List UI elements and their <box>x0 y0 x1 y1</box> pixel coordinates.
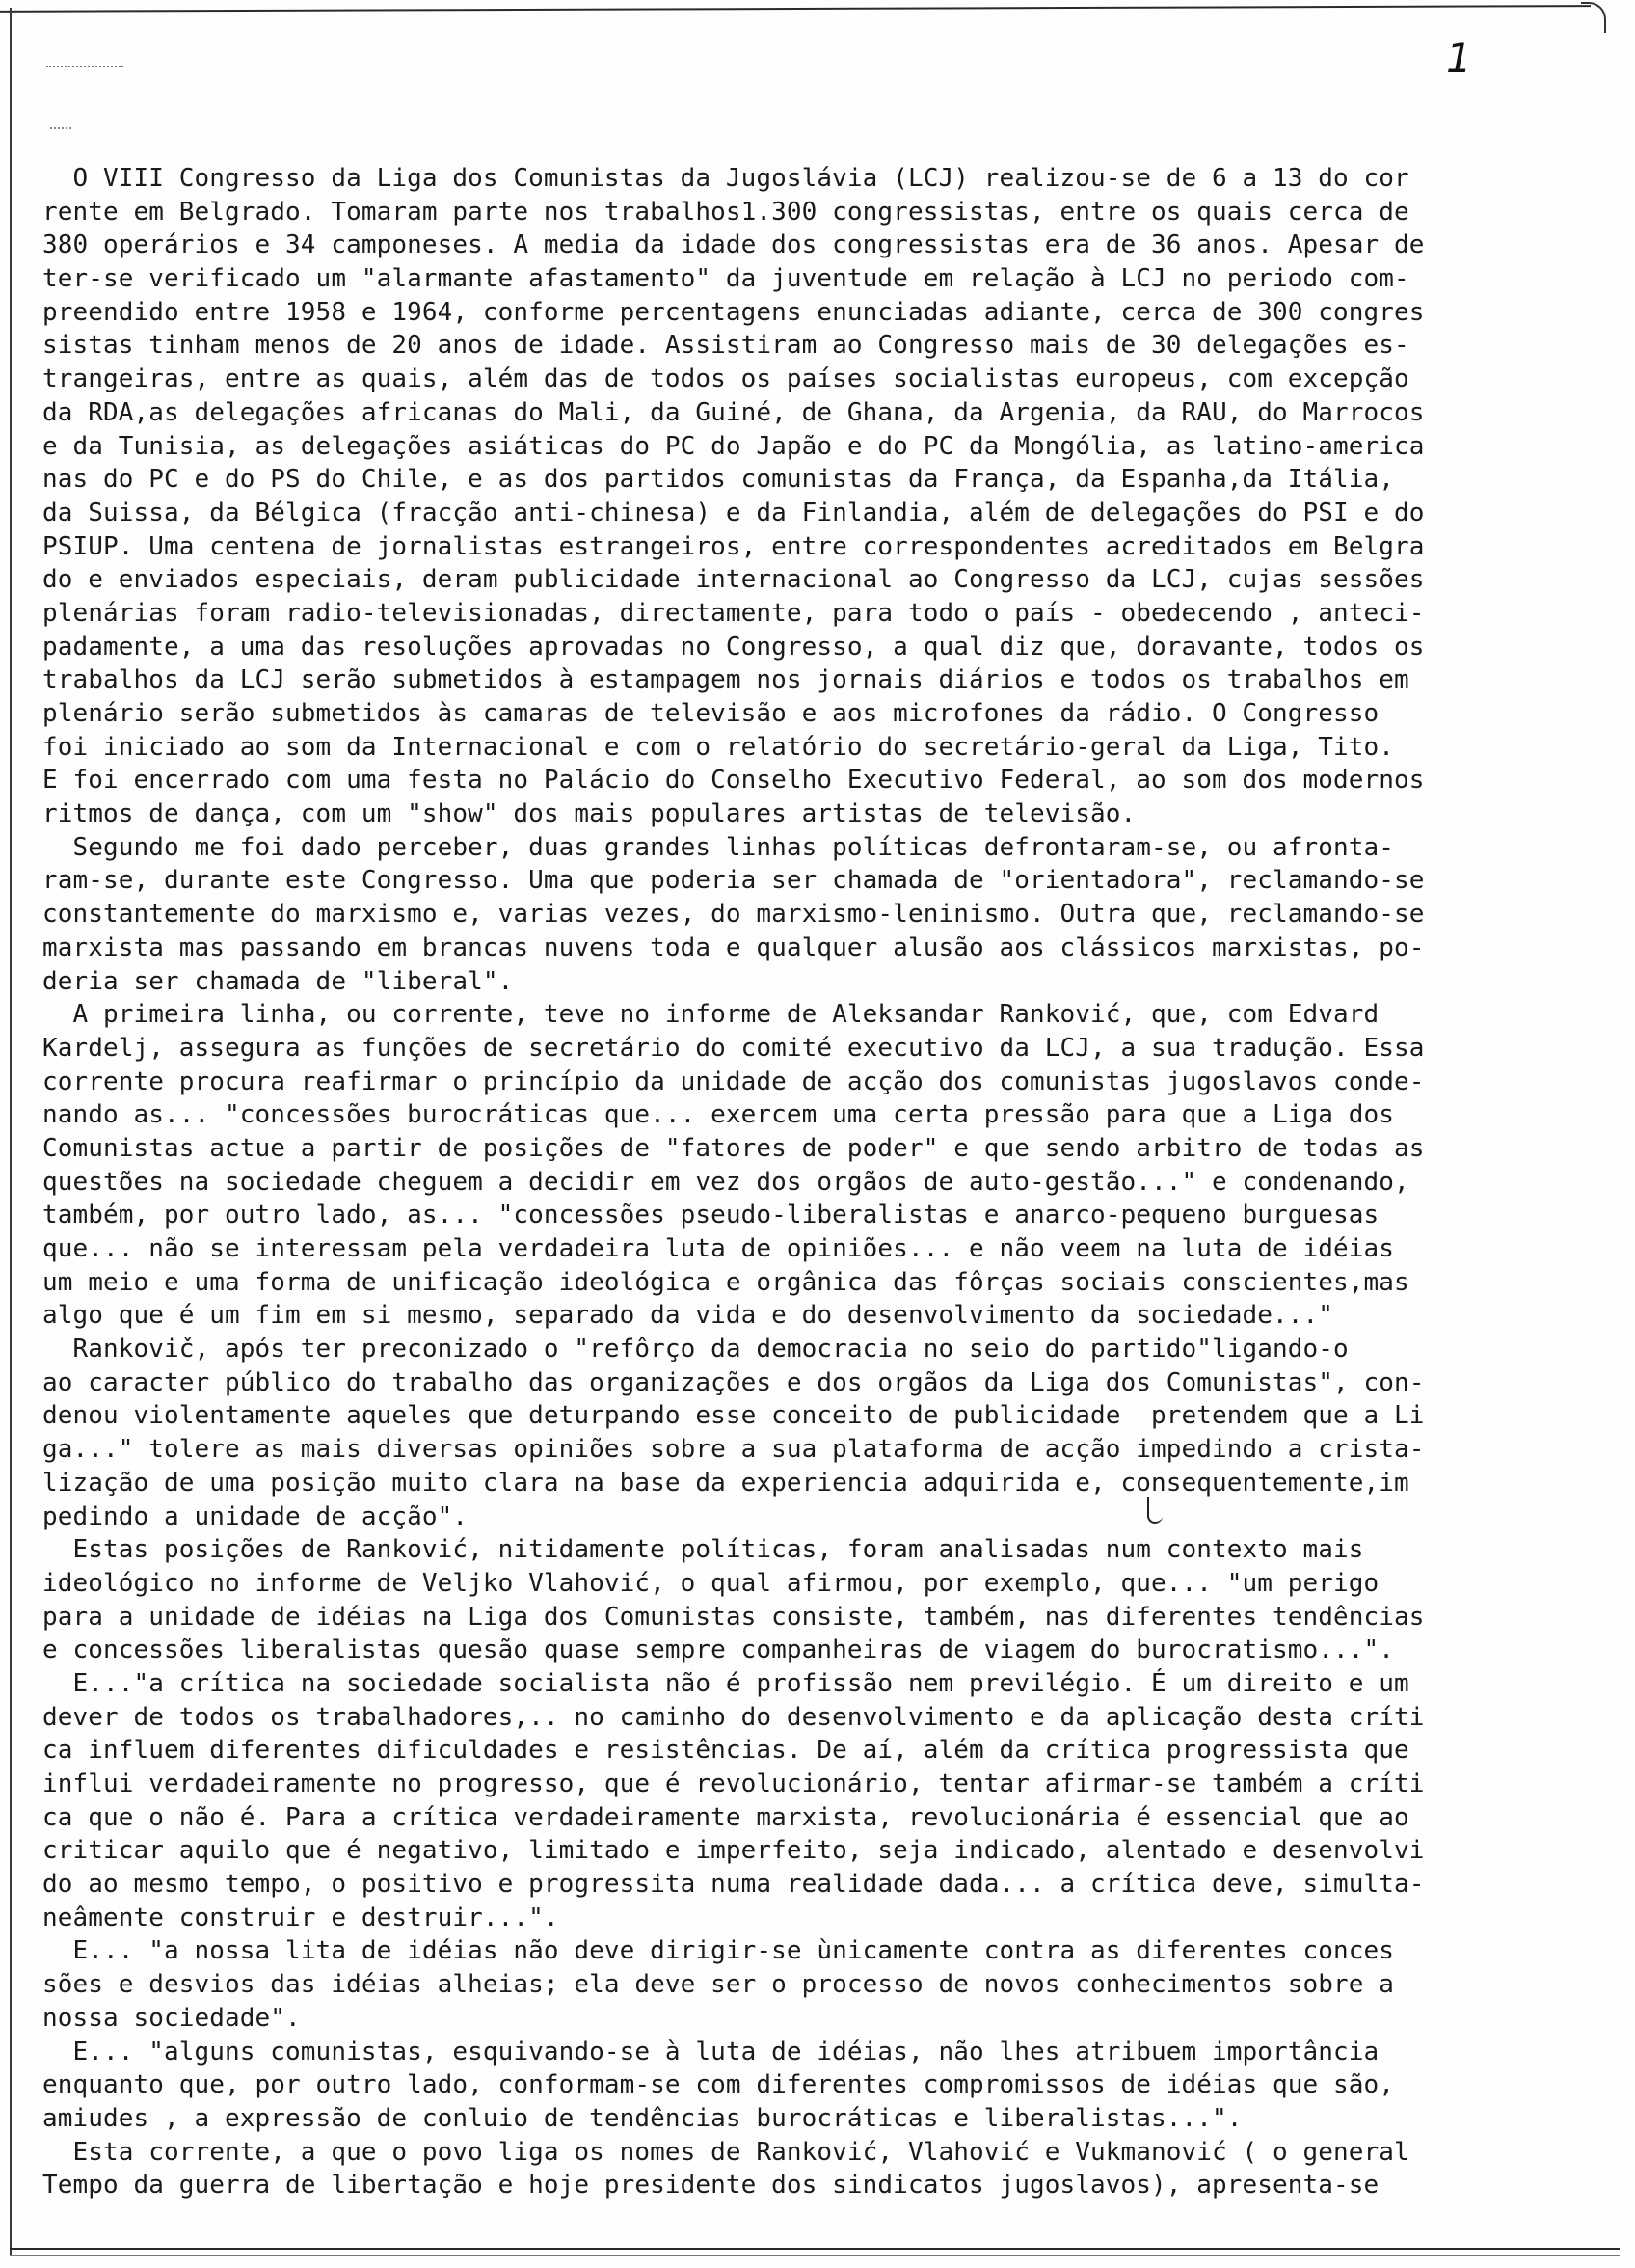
text-line: Segundo me foi dado perceber, duas grandes linhas políticas defrontaram-se, ou afronta- <box>42 832 1395 862</box>
text-line: também, por outro lado, as... "concessões pseudo-liberalistas e anarco-pequeno burguesas <box>42 1201 1380 1230</box>
text-line: nas do PC e do PS do Chile, e as dos partidos comunistas da França, da Espanha,da Itália, <box>42 465 1395 495</box>
text-line: do e enviados especiais, deram publicidade internacional ao Congresso da LCJ, cujas sessões <box>42 565 1425 595</box>
text-line: lização de uma posição muito clara na base da experiencia adquirida e, consequentemente,im <box>42 1468 1409 1498</box>
text-line: corrente procura reafirmar o princípio da unidade de acção dos comunistas jugoslavos conde- <box>42 1066 1425 1096</box>
text-line: PSIUP. Uma centena de jornalistas estrangeiros, entre correspondentes acreditados em Belgra <box>42 531 1425 561</box>
body-text <box>42 162 1595 2202</box>
text-line: Estas posições de Ranković, nitidamente políticas, foram analisadas num contexto mais <box>42 1535 1364 1565</box>
page-bottom-edge-shadow <box>10 2255 1620 2256</box>
page-top-edge <box>0 5 1591 13</box>
handwritten-correction-mark <box>1147 1497 1163 1524</box>
text-line: ao caracter público do trabalho das organizações e dos orgãos da Liga dos Comunistas", con- <box>42 1367 1425 1397</box>
text-line: O VIII Congresso da Liga dos Comunistas da Jugoslávia (LCJ) realizou-se de 6 a 13 do cor <box>42 164 1409 193</box>
text-line: neâmente construir e destruir...". <box>42 1903 559 1932</box>
text-line: A primeira linha, ou corrente, teve no informe de Aleksandar Ranković, que, com Edvard <box>42 1000 1380 1030</box>
text-line: E..."a crítica na sociedade socialista não é profissão nem previlégio. É um direito e um <box>42 1668 1409 1698</box>
text-line: trabalhos da LCJ serão submetidos à estampagem nos jornais diários e todos os trabalhos em <box>42 665 1409 695</box>
text-line: da RDA,as delegações africanas do Mali, da Guiné, de Ghana, da Argenia, da RAU, do Marrocos <box>42 397 1425 427</box>
text-line: Comunistas actue a partir de posições de "fatores de poder" e que sendo arbitro de todas as <box>42 1133 1425 1163</box>
text-line: ritmos de dança, com um "show" dos mais populares artistas de televisão. <box>42 799 1137 829</box>
text-line: marxista mas passando em brancas nuvens toda e qualquer alusão aos clássicos marxistas, po- <box>42 932 1425 962</box>
text-line: ga..." tolere as mais diversas opiniões sobre a sua plataforma de acção impedindo a crista- <box>42 1435 1425 1465</box>
text-line: sistas tinham menos de 20 anos de idade. Assistiram ao Congresso mais de 30 delegações es- <box>42 331 1409 361</box>
text-line: que... não se interessam pela verdadeira luta de opiniões... e não veem na luta de idéias <box>42 1234 1395 1263</box>
page-left-edge <box>10 8 12 2254</box>
text-line: Tempo da guerra de libertação e hoje presidente dos sindicatos jugoslavos), apresenta-se <box>42 2171 1380 2200</box>
text-line: pedindo a unidade de acção". <box>42 1501 469 1531</box>
text-line: ram-se, durante este Congresso. Uma que poderia ser chamada de "orientadora", reclamando-se <box>42 866 1425 896</box>
text-line: nossa sociedade". <box>42 2003 301 2033</box>
text-line: denou violentamente aqueles que deturpando esse conceito de publicidade pretendem que a Li <box>42 1401 1425 1431</box>
text-line: amiudes , a expressão de conluio de tendências burocráticas e liberalistas...". <box>42 2103 1243 2133</box>
text-line: deria ser chamada de "liberal". <box>42 966 514 996</box>
text-line: e concessões liberalistas quesão quase sempre companheiras de viagem do burocratismo...". <box>42 1635 1395 1665</box>
text-line: E foi encerrado com uma festa no Palácio do Conselho Executivo Federal, ao som dos modernos <box>42 766 1425 796</box>
text-line: E... "alguns comunistas, esquivando-se à luta de idéias, não lhes atribuem importância <box>42 2037 1380 2066</box>
text-line: constantemente do marxismo e, varias vezes, do marxismo-leninismo. Outra que, reclamando-se <box>42 900 1425 930</box>
page-corner-curl <box>1581 2 1606 33</box>
text-line: dever de todos os trabalhadores,.. no caminho do desenvolvimento e da aplicação desta críti <box>42 1702 1425 1732</box>
text-line: preendido entre 1958 e 1964, conforme percentagens enunciadas adiante, cerca de 300 congres <box>42 297 1425 327</box>
text-line: influi verdadeiramente no progresso, que é revolucionário, tentar afirmar-se também a críti <box>42 1769 1425 1798</box>
text-line: Rankovič, após ter preconizado o "refôrço da democracia no seio do partido"ligando-o <box>42 1335 1349 1364</box>
text-line: Kardelj, assegura as funções de secretário do comité executivo da LCJ, a sua tradução. Essa <box>42 1033 1425 1063</box>
text-line: Esta corrente, a que o povo liga os nomes de Ranković, Vlahović e Vukmanović ( o general <box>42 2137 1409 2167</box>
text-line: ter-se verificado um "alarmante afastamento" da juventude em relação à LCJ no periodo com- <box>42 264 1409 294</box>
text-line: trangeiras, entre as quais, além das de todos os países socialistas europeus, com excepção <box>42 364 1409 394</box>
text-line: E... "a nossa lita de idéias não deve dirigir-se ùnicamente contra as diferentes conces <box>42 1936 1395 1966</box>
text-line: 380 operários e 34 camponeses. A media da idade dos congressistas era de 36 anos. Apesar de <box>42 230 1425 260</box>
text-line: algo que é um fim em si mesmo, separado da vida e do desenvolvimento da sociedade..." <box>42 1301 1334 1331</box>
page-number: 1 <box>1446 35 1472 82</box>
ink-smudge <box>50 123 71 129</box>
text-line: ideológico no informe de Veljko Vlahović, o qual afirmou, por exemplo, que... "um perigo <box>42 1568 1380 1598</box>
text-line: sões e desvios das idéias alheias; ela deve ser o processo de novos conhecimentos sobre a <box>42 1970 1395 2000</box>
page-bottom-edge <box>10 2248 1620 2250</box>
text-line: plenário serão submetidos às camaras de televisão e aos microfones da rádio. O Congresso <box>42 699 1380 728</box>
text-line: padamente, a uma das resoluções aprovadas no Congresso, a qual diz que, doravante, todos os <box>42 632 1425 662</box>
text-line: e da Tunisia, as delegações asiáticas do PC do Japão e do PC da Mongólia, as latino-america <box>42 431 1425 461</box>
text-line: do ao mesmo tempo, o positivo e progressita numa realidade dada... a crítica deve, simulta- <box>42 1870 1425 1900</box>
text-line: um meio e uma forma de unificação ideológica e orgânica das fôrças sociais conscientes,mas <box>42 1267 1409 1297</box>
text-line: rente em Belgrado. Tomaram parte nos trabalhos1.300 congressistas, entre os quais cerca de <box>42 197 1409 227</box>
text-line: ca que o não é. Para a crítica verdadeiramente marxista, revolucionária é essencial que ao <box>42 1802 1409 1832</box>
text-line: questões na sociedade cheguem a decidir em vez dos orgãos de auto-gestão..." e condenando, <box>42 1167 1409 1197</box>
text-line: criticar aquilo que é negativo, limitado e imperfeito, seja indicado, alentado e desenvolvi <box>42 1836 1425 1866</box>
ink-smudge <box>46 56 123 68</box>
text-line: ca influem diferentes dificuldades e resistências. De aí, além da crítica progressista que <box>42 1736 1409 1766</box>
text-line: nando as... "concessões burocráticas que... exercem uma certa pressão para que a Liga dos <box>42 1100 1395 1130</box>
text-line: da Suissa, da Bélgica (fracção anti-chinesa) e da Finlandia, além de delegações do PSI e do <box>42 498 1425 527</box>
text-line: para a unidade de idéias na Liga dos Comunistas consiste, também, nas diferentes tendências <box>42 1602 1425 1632</box>
text-line: foi iniciado ao som da Internacional e com o relatório do secretário-geral da Liga, Tito. <box>42 732 1395 762</box>
text-line: plenárias foram radio-televisionadas, directamente, para todo o país - obedecendo , anteci- <box>42 598 1425 628</box>
text-line: enquanto que, por outro lado, conformam-se com diferentes compromissos de idéias que são, <box>42 2070 1395 2100</box>
